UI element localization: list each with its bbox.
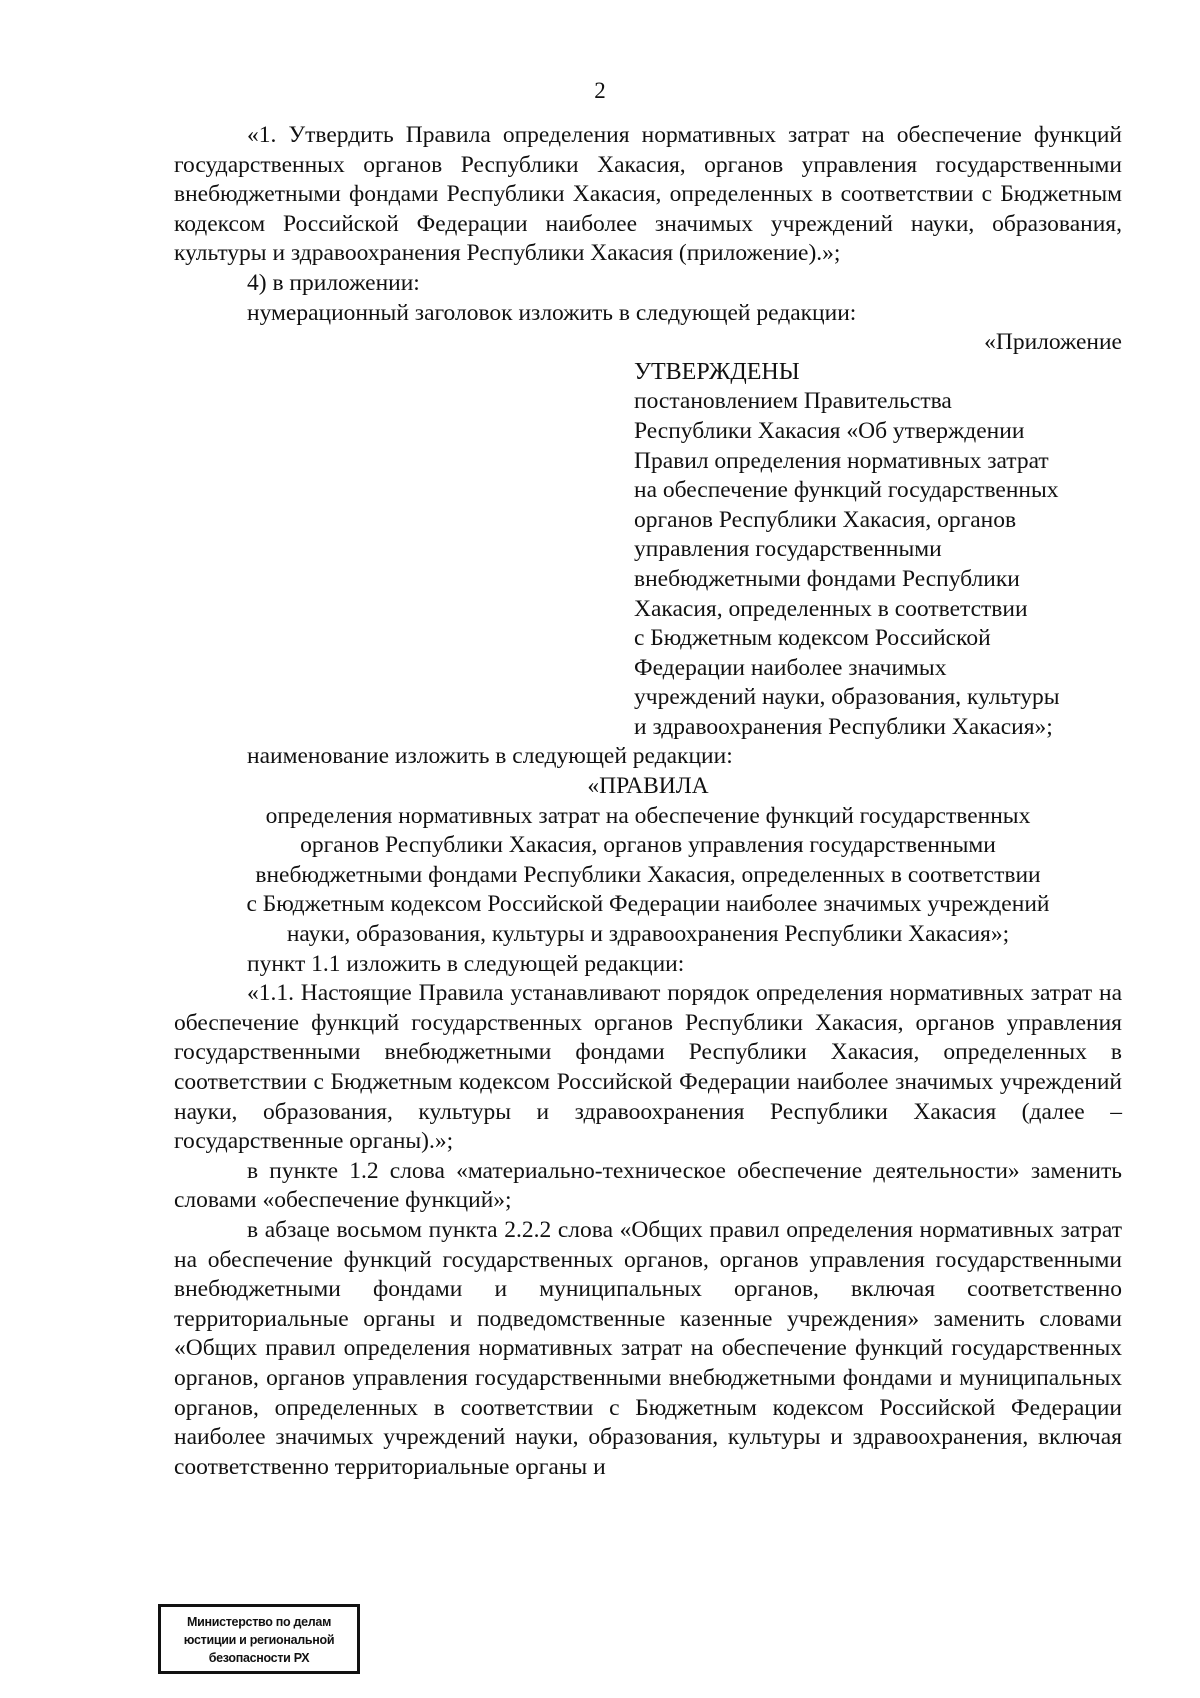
paragraph-name-intro: наименование изложить в следующей редакции:: [247, 743, 733, 770]
paragraph-item-1-1-intro: пункт 1.1 изложить в следующей редакции:: [247, 950, 685, 977]
approval-line: Республики Хакасия «Об утверждении: [634, 417, 1025, 444]
approval-line: с Бюджетным кодексом Российской: [634, 625, 991, 652]
approval-line: внебюджетными фондами Республики: [634, 565, 1020, 592]
approval-line: постановлением Правительства: [634, 388, 952, 415]
rules-subtitle-line: науки, образования, культуры и здравоохранения Республики Хакасия»;: [286, 921, 1010, 948]
approval-line: и здравоохранения Республики Хакасия»;: [634, 713, 1053, 740]
paragraph-item-1-2: в пункте 1.2 слова «материально-техническое обеспечение деятельности» заменить словами «обеспечение функций»;: [174, 1157, 1122, 1214]
rules-subtitle-line: внебюджетными фондами Республики Хакасия, определенных в соответствии: [255, 861, 1041, 888]
approval-line: управления государственными: [634, 536, 942, 563]
page-number: 2: [594, 78, 606, 103]
rules-subtitle-line: определения нормативных затрат на обеспечение функций государственных: [265, 802, 1031, 829]
document-body: [174, 121, 1122, 1482]
approval-block: [634, 358, 1124, 743]
approval-line: Федерации наиболее значимых: [634, 654, 947, 681]
rules-title: «ПРАВИЛА: [587, 773, 709, 800]
stamp-line: юстиции и региональной: [183, 1633, 335, 1647]
approval-line: Правил определения нормативных затрат: [634, 447, 1049, 474]
approval-line: учреждений науки, образования, культуры: [634, 684, 1060, 711]
rules-subtitle-line: органов Республики Хакасия, органов управления государственными: [300, 832, 996, 859]
ministry-stamp: [158, 1604, 360, 1674]
paragraph-annex-item: 4) в приложении:: [247, 269, 420, 296]
stamp-line: безопасности РХ: [208, 1651, 310, 1665]
approval-heading: УТВЕРЖДЕНЫ: [634, 358, 800, 385]
approval-line: на обеспечение функций государственных: [634, 477, 1059, 504]
paragraph-item-2-2-2: в абзаце восьмом пункта 2.2.2 слова «Общих правил определения нормативных затрат на обеспечение функций государственных органов, органов управления государственными внебюджетными фондами и муниципальных органов, включая соответственно территориальные органы и подведомственные казенные учреждения» заменить словами «Общих правил определения нормативных затрат на обеспечение функций государственных органов, органов управления государственными внебюджетными фондами и муниципальных органов, определенных в соответствии с Бюджетным кодексом Российской Федерации наиболее значимых учреждений науки, образования, культуры и здравоохранения, включая соответственно территориальные органы и: [174, 1216, 1122, 1480]
paragraph-item-1-1-text: «1.1. Настоящие Правила устанавливают порядок определения нормативных затрат на обеспечение функций государственных органов Республики Хакасия, органов управления государственными внебюджетными фондами Республики Хакасия, определенных в соответствии с Бюджетным кодексом Российской Федерации наиболее значимых учреждений науки, образования, культуры и здравоохранения Республики Хакасия (далее – государственные органы).»;: [174, 980, 1122, 1155]
rules-subtitle-line: с Бюджетным кодексом Российской Федерации наиболее значимых учреждений: [246, 891, 1050, 918]
stamp-line: Министерство по делам: [186, 1615, 332, 1629]
paragraph-numbering-heading: нумерационный заголовок изложить в следующей редакции:: [247, 299, 857, 326]
paragraph-approve-rules: «1. Утвердить Правила определения нормативных затрат на обеспечение функций государственных органов Республики Хакасия, органов управления государственными внебюджетными фондами Республики Хакасия, определенных в соответствии с Бюджетным кодексом Российской Федерации наиболее значимых учреждений науки, образования, культуры и здравоохранения Республики Хакасия (приложение).»;: [174, 122, 1122, 267]
annex-label: «Приложение: [984, 329, 1122, 356]
approval-line: органов Республики Хакасия, органов: [634, 506, 1017, 533]
approval-line: Хакасия, определенных в соответствии: [634, 595, 1028, 622]
